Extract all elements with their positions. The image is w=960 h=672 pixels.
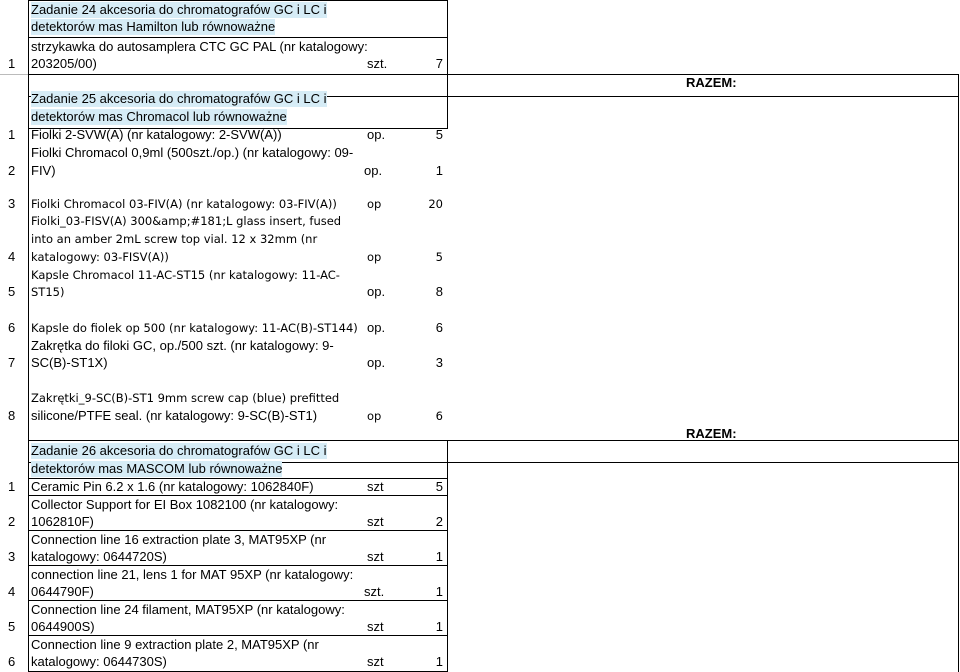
row-description-cont: FIV) (31, 163, 56, 178)
row-unit: op. (367, 284, 386, 299)
row-number: 5 (8, 619, 16, 634)
row-quantity: 1 (435, 654, 443, 669)
row-quantity: 6 (435, 409, 443, 423)
row-quantity: 1 (435, 584, 443, 599)
row-description: Fiolki Chromacol 0,9ml (500szt./op.) (nr katalogowy: 09- (31, 145, 354, 160)
row-number: 1 (8, 479, 16, 494)
row-description: Connection line 16 extraction plate 3, MAT95XP (nr (31, 532, 327, 547)
row-quantity: 1 (435, 619, 443, 634)
total-label: RAZEM: (686, 75, 737, 90)
row-number: 4 (8, 249, 16, 264)
row-unit: szt. (367, 56, 388, 71)
section-title-line2: detektorów mas Chromacol lub równoważne (31, 109, 287, 124)
row-quantity: 2 (435, 514, 443, 529)
row-description: connection line 21, lens 1 for MAT 95XP (nr katalogowy: (31, 567, 354, 582)
row-description: Connection line 24 filament, MAT95XP (nr katalogowy: (31, 602, 345, 617)
row-unit: op. (367, 320, 386, 335)
row-number: 1 (8, 127, 16, 142)
row-quantity: 7 (435, 56, 443, 71)
row-unit: op (367, 250, 382, 264)
row-description: Fiolki_03-FISV(A) 300&amp;#181;L glass insert, fused (31, 214, 342, 228)
row-description: Kapsle Chromacol 11-AC-ST15 (nr katalogowy: 11-AC- (31, 268, 340, 282)
row-number: 6 (8, 320, 16, 335)
row-unit: szt (367, 514, 384, 529)
row-description: Ceramic Pin 6.2 x 1.6 (nr katalogowy: 1062840F) (31, 479, 314, 494)
row-number: 2 (8, 514, 16, 529)
row-description-cont: ST15) (31, 285, 65, 299)
row-unit: op (367, 197, 382, 211)
row-description-cont: katalogowy: 0644720S) (31, 549, 167, 564)
total-label: RAZEM: (686, 426, 737, 441)
row-number: 1 (8, 56, 16, 71)
row-description: Fiolki Chromacol 03-FIV(A) (nr katalogowy: 03-FIV(A)) (31, 197, 337, 211)
row-quantity: 8 (435, 284, 443, 299)
row-number: 2 (8, 163, 16, 178)
row-quantity: 1 (435, 549, 443, 564)
row-quantity: 5 (435, 127, 443, 142)
row-description: Zakrętki_9-SC(B)-ST1 9mm screw cap (blue) prefitted (31, 391, 340, 405)
row-number: 3 (8, 196, 16, 211)
row-description: Connection line 9 extraction plate 2, MAT95XP (nr (31, 637, 319, 652)
row-unit: szt. (364, 584, 385, 599)
row-unit: szt (367, 619, 384, 634)
row-description-cont: 203205/00) (31, 56, 97, 71)
section-title-line1: Zadanie 26 akcesoria do chromatografów GC i LC i (31, 443, 327, 458)
row-unit: op. (367, 127, 386, 142)
row-number: 8 (8, 408, 16, 423)
row-description-cont: 0644900S) (31, 619, 95, 634)
row-description-cont: into an amber 2mL screw top vial. 12 x 32mm (nr (31, 232, 318, 246)
row-description: Kapsle do fiolek op 500 (nr katalogowy: 11-AC(B)-ST144) (31, 321, 358, 335)
row-description-cont: katalogowy: 0644730S) (31, 654, 167, 669)
row-quantity: 20 (428, 197, 443, 211)
row-unit: szt (367, 549, 384, 564)
section-title-line2: detektorów mas MASCOM lub równoważne (31, 461, 283, 476)
row-description-cont: SC(B)-ST1X) (31, 355, 108, 370)
row-unit: op. (364, 163, 383, 178)
row-quantity: 5 (435, 250, 443, 264)
row-number: 3 (8, 549, 16, 564)
row-unit: op. (367, 355, 386, 370)
row-description-cont: 1062810F) (31, 514, 94, 529)
row-unit: szt (367, 654, 384, 669)
row-description-cont: silicone/PTFE seal. (nr katalogowy: 9-SC(B)-ST1) (31, 408, 318, 423)
row-number: 6 (8, 654, 16, 669)
row-unit: szt (367, 479, 384, 494)
row-quantity: 5 (435, 479, 443, 494)
row-description-cont: katalogowy: 03-FISV(A)) (31, 250, 169, 264)
row-description: Zakrętka do filoki GC, op./500 szt. (nr katalogowy: 9- (31, 338, 334, 353)
row-description: strzykawka do autosamplera CTC GC PAL (nr katalogowy: (31, 39, 368, 54)
row-unit: op (367, 409, 382, 423)
row-description: Fiolki 2-SVW(A) (nr katalogowy: 2-SVW(A)) (31, 127, 282, 142)
row-number: 4 (8, 584, 16, 599)
row-number: 7 (8, 355, 16, 370)
row-description: Collector Support for EI Box 1082100 (nr katalogowy: (31, 497, 339, 512)
row-description-cont: 0644790F) (31, 584, 94, 599)
row-number: 5 (8, 284, 16, 299)
section-title-line1: Zadanie 24 akcesoria do chromatografów GC i LC i (31, 2, 327, 17)
section-title-line2: detektorów mas Hamilton lub równoważne (31, 19, 276, 34)
row-quantity: 6 (435, 320, 443, 335)
row-quantity: 3 (435, 355, 443, 370)
section-title-line1: Zadanie 25 akcesoria do chromatografów GC i LC i (31, 91, 327, 106)
row-quantity: 1 (435, 163, 443, 178)
